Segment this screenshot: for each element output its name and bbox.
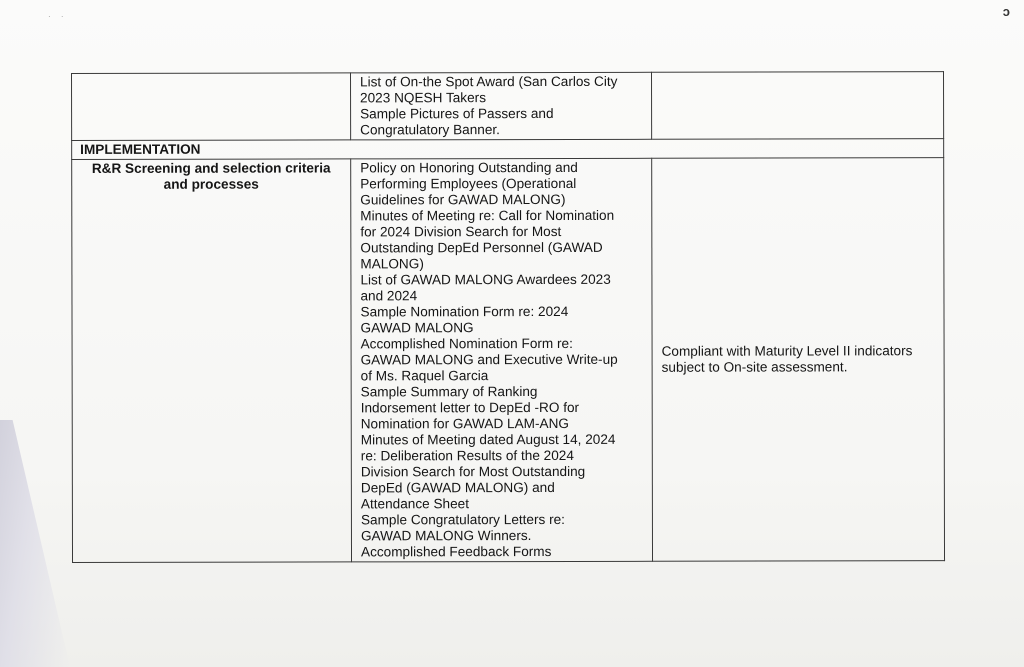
section-header-row [72,139,944,160]
evidence-line: List of On-the Spot Award (San Carlos City [360,73,618,90]
evidence-line: GAWAD MALONG [360,320,474,336]
evidence-line: GAWAD MALONG Winners. [360,528,532,544]
criteria-label: R&R Screening and selection criteria and processes [72,159,352,563]
evidence-line: Attendance Sheet [360,496,470,512]
evidence-line: Performing Employees (Operational [360,175,577,192]
evidence-list-cell [351,158,653,562]
evidence-line: 2023 NQESH Takers [360,90,487,106]
evidence-line: Sample Summary of Ranking [360,384,538,400]
evidence-line: Policy on Honoring Outstanding and [360,159,578,176]
continuation-remarks-cell [651,72,943,140]
evidence-line: Division Search for Most Outstanding [360,463,586,480]
evidence-line: GAWAD MALONG and Executive Write-up [360,351,618,368]
evidence-line: DepEd (GAWAD MALONG) and [360,479,555,496]
evidence-line: Sample Congratulatory Letters re: [360,511,565,528]
evidence-line: Outstanding DepEd Personnel (GAWAD [360,239,603,256]
evidence-line: Sample Pictures of Passers and [360,105,554,122]
evidence-line: Congratulatory Banner. [360,122,500,138]
continuation-evidence-cell [351,72,652,140]
assessment-table [71,71,945,563]
evidence-line: of Ms. Raquel Garcia [360,368,489,384]
evidence-line: List of GAWAD MALONG Awardees 2023 [360,271,611,288]
evidence-line: re: Deliberation Results of the 2024 [360,447,574,464]
evidence-line: Guidelines for GAWAD MALONG) [360,191,566,208]
evidence-line: Minutes of Meeting dated August 14, 2024 [360,431,616,448]
page-corner-mark: ↄ [1002,4,1010,19]
evidence-line: and 2024 [360,288,418,304]
evidence-line: Sample Nomination Form re: 2024 [360,303,569,320]
evidence-line: Nomination for GAWAD LAM-ANG [360,415,569,432]
evidence-line: Indorsement letter to DepEd -RO for [360,399,580,416]
remarks-cell: Compliant with Maturity Level II indicators subject to On-site assessment. [652,158,945,562]
continuation-row [72,72,944,141]
section-header: IMPLEMENTATION [72,139,944,160]
evidence-line: MALONG) [360,256,424,272]
scan-specks: · · [48,12,68,21]
evidence-line: Accomplished Feedback Forms [360,543,552,560]
evidence-line: for 2024 Division Search for Most [360,223,562,240]
continuation-criteria-cell [72,73,351,141]
criteria-row [72,158,945,563]
evidence-line: Minutes of Meeting re: Call for Nomination [360,207,615,224]
evidence-line: Accomplished Nomination Form re: [360,335,573,352]
